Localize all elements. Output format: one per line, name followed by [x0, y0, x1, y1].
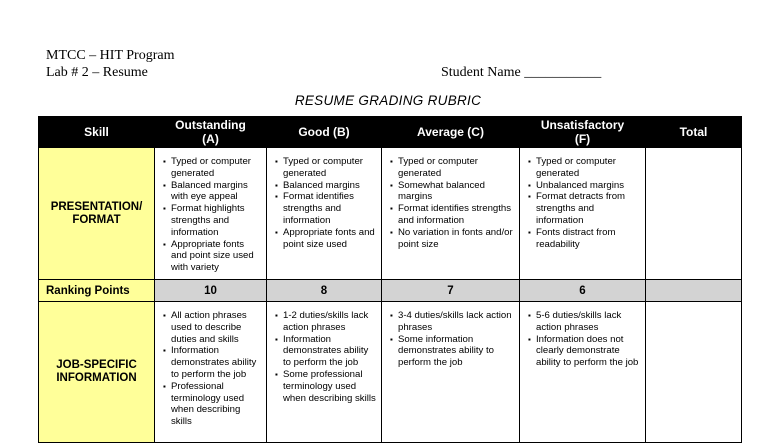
rubric-title: RESUME GRADING RUBRIC — [294, 93, 482, 108]
ranking-unsatisfactory: 6 — [520, 280, 646, 302]
table-header-row — [39, 117, 742, 148]
list-item: ▪ Unbalanced margins — [528, 180, 641, 192]
student-name-field: Student Name ___________ — [441, 65, 602, 80]
list-item: ▪ Format highlights strengths and information — [163, 203, 262, 238]
ranking-average: 7 — [382, 280, 520, 302]
criteria-cell — [520, 148, 646, 280]
criteria-cell — [155, 302, 267, 443]
lab-heading: Lab # 2 – Resume — [46, 65, 148, 80]
list-item: ▪ Format detracts from strengths and information — [528, 191, 641, 226]
list-item: ▪ Typed or computer generated — [163, 156, 262, 180]
list-item: ▪ Typed or computer generated — [275, 156, 377, 180]
header-average: Average (C) — [382, 117, 520, 148]
header-total: Total — [646, 117, 742, 148]
list-item: ▪ Typed or computer generated — [528, 156, 641, 180]
course-heading: MTCC – HIT Program — [46, 48, 175, 63]
header-outstanding: Outstanding (A) — [155, 117, 267, 148]
list-item: ▪ Somewhat balanced margins — [390, 180, 515, 204]
list-item: ▪ Some information demonstrates ability to perform the job — [390, 334, 515, 369]
list-item: ▪ Typed or computer generated — [390, 156, 515, 180]
list-item: ▪ Format identifies strengths and information — [275, 191, 377, 226]
header-good: Good (B) — [267, 117, 382, 148]
list-item: ▪ Information does not clearly demonstrate ability to perform the job — [528, 334, 641, 369]
ranking-outstanding: 10 — [155, 280, 267, 302]
ranking-total — [646, 280, 742, 302]
ranking-label: Ranking Points — [39, 280, 155, 302]
total-cell — [646, 148, 742, 280]
list-item: ▪ 1-2 duties/skills lack action phrases — [275, 310, 377, 334]
list-item: ▪ Balanced margins — [275, 180, 377, 192]
list-item: ▪ No variation in fonts and/or point size — [390, 227, 515, 251]
skill-cell: JOB-SPECIFIC INFORMATION — [39, 302, 155, 443]
header-skill: Skill — [39, 117, 155, 148]
list-item: ▪ 3-4 duties/skills lack action phrases — [390, 310, 515, 334]
ranking-good: 8 — [267, 280, 382, 302]
table-row — [39, 148, 742, 280]
ranking-row — [39, 280, 742, 302]
rubric-table — [38, 116, 742, 443]
list-item: ▪ Appropriate fonts and point size used — [275, 227, 377, 251]
criteria-cell — [382, 148, 520, 280]
list-item: ▪ Fonts distract from readability — [528, 227, 641, 251]
list-item: ▪ Some professional terminology used when describing skills — [275, 369, 377, 404]
list-item: ▪ All action phrases used to describe duties and skills — [163, 310, 262, 345]
list-item: ▪ Information demonstrates ability to perform the job — [275, 334, 377, 369]
header-unsatisfactory: Unsatisfactory (F) — [520, 117, 646, 148]
total-cell — [646, 302, 742, 443]
list-item: ▪ Professional terminology used when describing skills — [163, 381, 262, 428]
list-item: ▪ 5-6 duties/skills lack action phrases — [528, 310, 641, 334]
criteria-cell — [520, 302, 646, 443]
criteria-cell — [382, 302, 520, 443]
list-item: ▪ Appropriate fonts and point size used with variety — [163, 239, 262, 274]
criteria-cell — [267, 302, 382, 443]
list-item: ▪ Format identifies strengths and information — [390, 203, 515, 227]
list-item: ▪ Information demonstrates ability to perform the job — [163, 345, 262, 380]
criteria-cell — [267, 148, 382, 280]
skill-cell: PRESENTATION/ FORMAT — [39, 148, 155, 280]
criteria-cell — [155, 148, 267, 280]
list-item: ▪ Balanced margins with eye appeal — [163, 180, 262, 204]
table-row — [39, 302, 742, 443]
